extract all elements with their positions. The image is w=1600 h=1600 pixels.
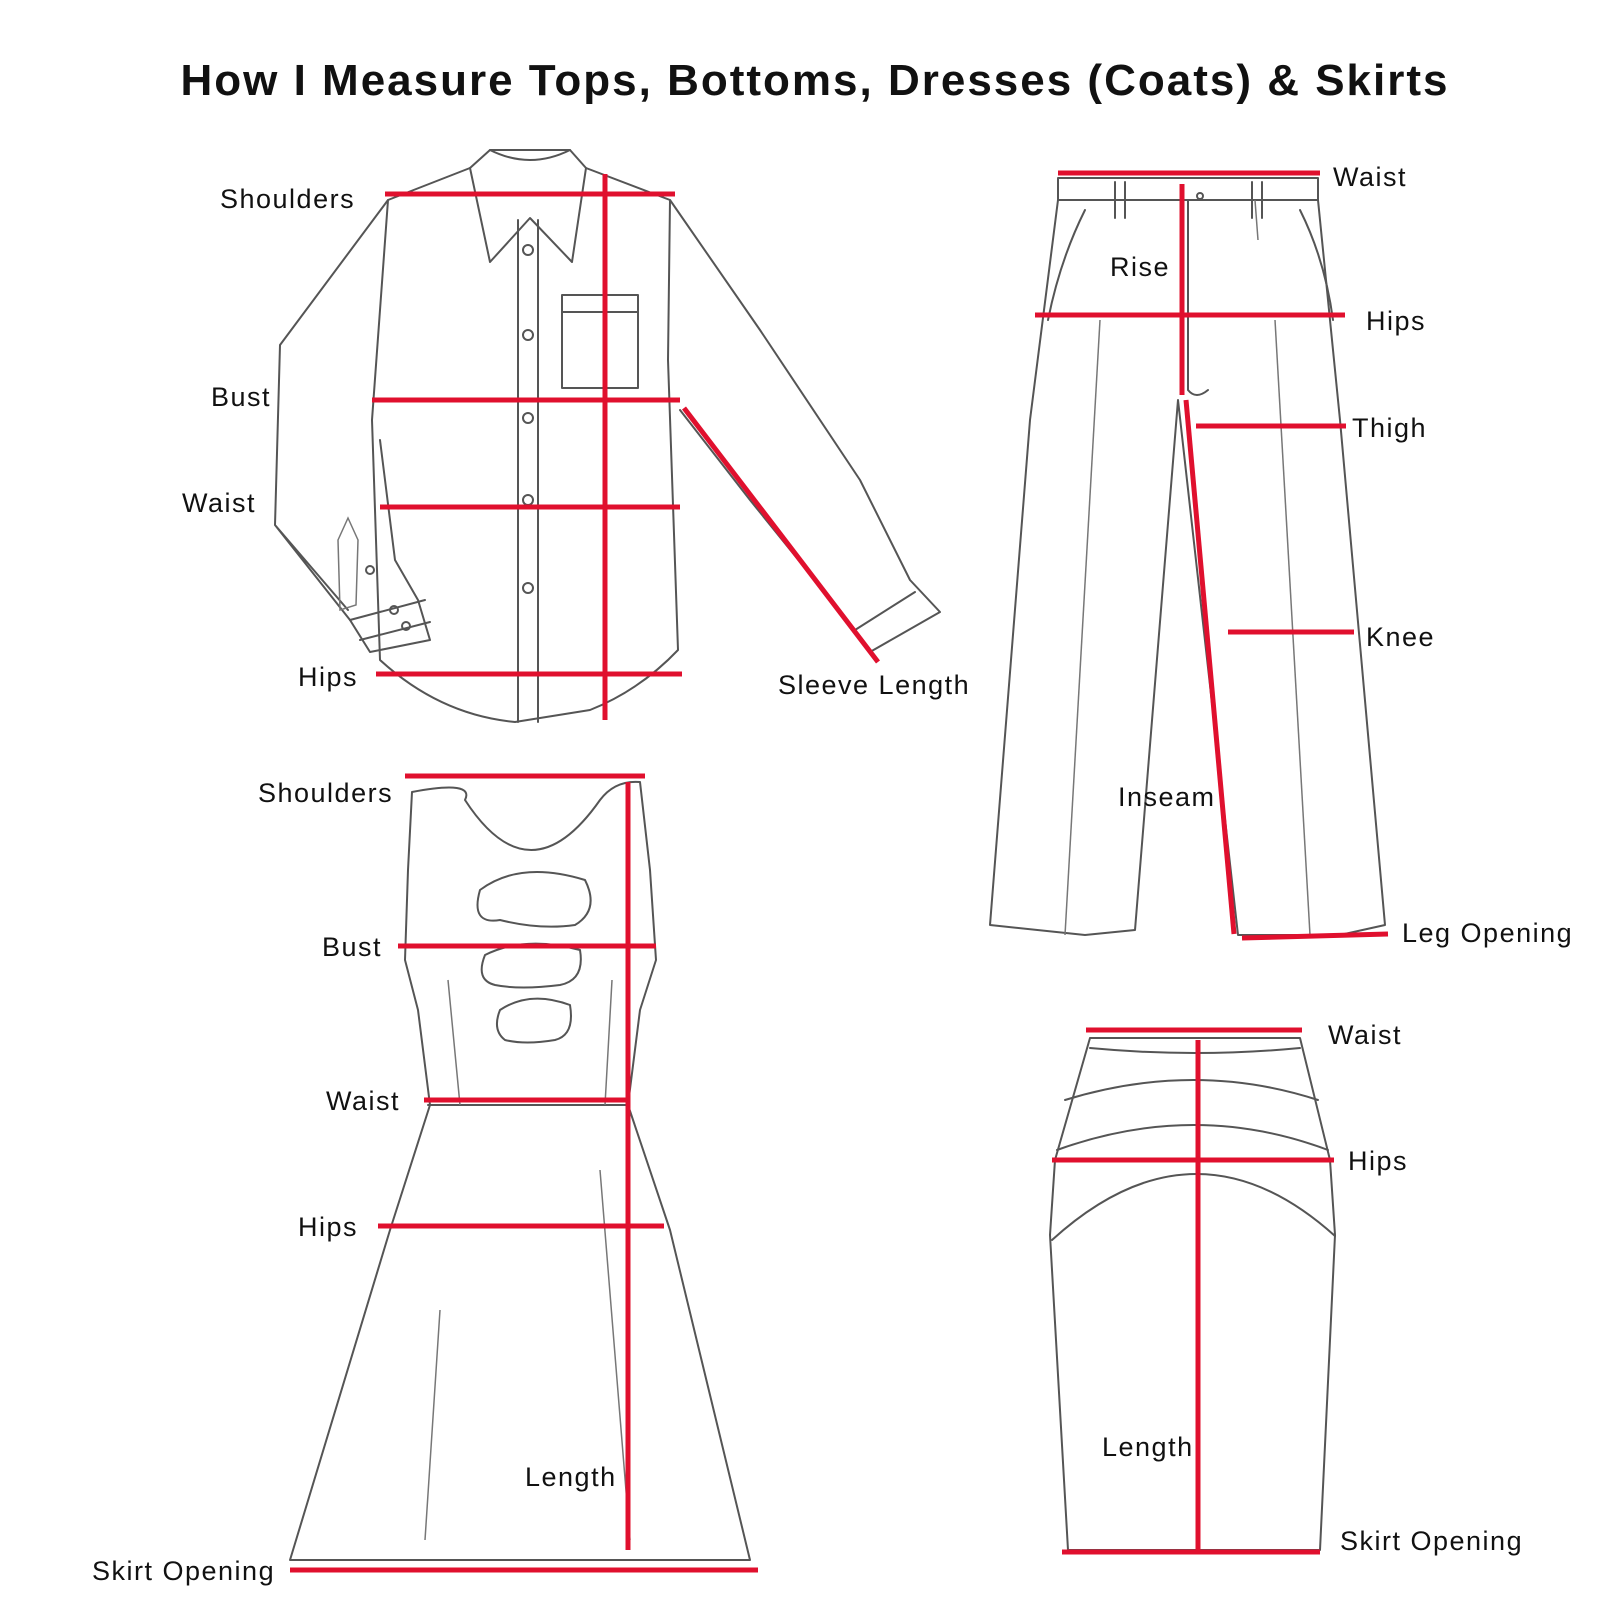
pants-diagram [990,162,1573,948]
dress-hips-label: Hips [298,1212,359,1242]
pants-waist-label: Waist [1333,162,1407,192]
dress-length-label: Length [525,1462,617,1492]
pants-measure-lines [1035,173,1388,938]
skirt-measure-lines [1052,1030,1334,1552]
shirt-sleeve-length-label: Sleeve Length [778,670,971,700]
pants-sketch [990,178,1385,935]
dress-diagram [92,776,758,1586]
shirt-diagram [182,150,970,722]
pants-inseam-label: Inseam [1118,782,1216,812]
skirt-length-label: Length [1102,1432,1194,1462]
pants-leg-opening-label: Leg Opening [1402,918,1574,948]
page-title: How I Measure Tops, Bottoms, Dresses (Coats) & Skirts [180,56,1450,105]
skirt-sketch [1050,1038,1335,1550]
skirt-waist-label: Waist [1328,1020,1402,1050]
shirt-measure-lines [372,174,878,720]
skirt-hips-label: Hips [1348,1146,1409,1176]
dress-measure-lines [290,776,758,1570]
pants-inseam-line [1186,400,1234,934]
dress-waist-label: Waist [326,1086,400,1116]
dress-skirt-opening-label: Skirt Opening [92,1556,276,1586]
shirt-bust-label: Bust [211,382,272,412]
skirt-skirt-opening-label: Skirt Opening [1340,1526,1524,1556]
pants-knee-label: Knee [1366,622,1436,652]
shirt-waist-label: Waist [182,488,256,518]
pants-rise-label: Rise [1110,252,1171,282]
shirt-shoulders-label: Shoulders [220,184,356,214]
shirt-hips-label: Hips [298,662,359,692]
shirt-sleeve-line [684,408,878,662]
dress-sketch [290,782,750,1560]
pants-hips-label: Hips [1366,306,1427,336]
dress-shoulders-label: Shoulders [258,778,394,808]
dress-bust-label: Bust [322,932,383,962]
skirt-diagram [1050,1020,1523,1556]
pants-thigh-label: Thigh [1352,413,1428,443]
